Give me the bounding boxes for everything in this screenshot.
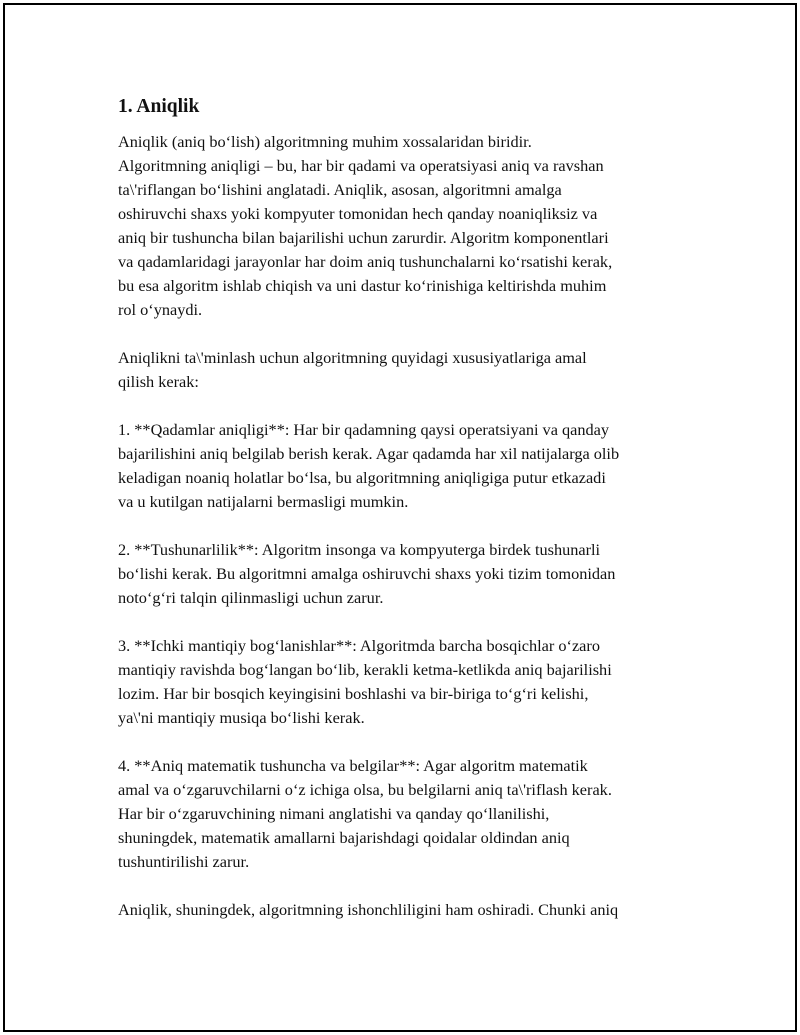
text-line: keladigan noaniq holatlar bo‘lsa, bu algoritmning aniqligiga putur etkazadi: [118, 468, 606, 487]
text-line: ta\'riflangan bo‘lishini anglatadi. Aniqlik, asosan, algoritmni amalga: [118, 180, 562, 199]
text-line: Aniqlikni ta\'minlash uchun algoritmning quyidagi xususiyatlariga amal: [118, 348, 587, 367]
text-line: va qadamlaridagi jarayonlar har doim aniq tushunchalarni ko‘rsatishi kerak,: [118, 252, 613, 271]
text-line: rol o‘ynaydi.: [118, 300, 203, 319]
text-line: shuningdek, matematik amallarni bajarishdagi qoidalar oldindan aniq: [118, 828, 570, 847]
list-item-2: [118, 538, 698, 610]
section-heading: 1. Aniqlik: [118, 96, 200, 117]
text-line: Aniqlik, shuningdek, algoritmning ishonchliligini ham oshiradi. Chunki aniq: [118, 900, 619, 919]
text-line: lozim. Har bir bosqich keyingisini boshlashi va bir-biriga to‘g‘ri kelishi,: [118, 684, 589, 703]
paragraph-requirements: [118, 346, 698, 394]
text-line: 3. **Ichki mantiqiy bog‘lanishlar**: Algoritmda barcha bosqichlar o‘zaro: [118, 636, 600, 655]
text-line: aniq bir tushuncha bilan bajarilishi uchun zarurdir. Algoritm komponentlari: [118, 228, 609, 247]
text-line: amal va o‘zgaruvchilarni o‘z ichiga olsa, bu belgilarni aniq ta\'riflash kerak.: [118, 780, 612, 799]
text-line: qilish kerak:: [118, 372, 199, 391]
text-line: bo‘lishi kerak. Bu algoritmni amalga oshiruvchi shaxs yoki tizim tomonidan: [118, 564, 616, 583]
list-item-1: [118, 418, 698, 514]
document-body: [118, 94, 698, 946]
text-line: mantiqiy ravishda bog‘langan bo‘lib, kerakli ketma-ketlikda aniq bajarilishi: [118, 660, 612, 679]
text-line: tushuntirilishi zarur.: [118, 852, 250, 871]
text-line: bajarilishini aniq belgilab berish kerak. Agar qadamda har xil natijalarga olib: [118, 444, 620, 463]
text-line: 4. **Aniq matematik tushuncha va belgilar**: Agar algoritm matematik: [118, 756, 588, 775]
paragraph-closing: [118, 898, 698, 922]
text-line: Algoritmning aniqligi – bu, har bir qadami va operatsiyasi aniq va ravshan: [118, 156, 604, 175]
text-line: oshiruvchi shaxs yoki kompyuter tomonidan hech qanday noaniqliksiz va: [118, 204, 598, 223]
text-line: 2. **Tushunarlilik**: Algoritm insonga va kompyuterga birdek tushunarli: [118, 540, 601, 559]
list-item-3: [118, 634, 698, 730]
list-item-4: [118, 754, 698, 874]
text-line: Aniqlik (aniq bo‘lish) algoritmning muhim xossalaridan biridir.: [118, 132, 532, 151]
text-line: noto‘g‘ri talqin qilinmasligi uchun zarur.: [118, 588, 384, 607]
text-line: Har bir o‘zgaruvchining nimani anglatishi va qanday qo‘llanilishi,: [118, 804, 550, 823]
text-line: ya\'ni mantiqiy musiqa bo‘lishi kerak.: [118, 708, 365, 727]
text-line: va u kutilgan natijalarni bermasligi mumkin.: [118, 492, 409, 511]
paragraph-intro: [118, 130, 698, 322]
text-line: bu esa algoritm ishlab chiqish va uni dastur ko‘rinishiga keltirishda muhim: [118, 276, 607, 295]
text-line: 1. **Qadamlar aniqligi**: Har bir qadamning qaysi operatsiyani va qanday: [118, 420, 610, 439]
